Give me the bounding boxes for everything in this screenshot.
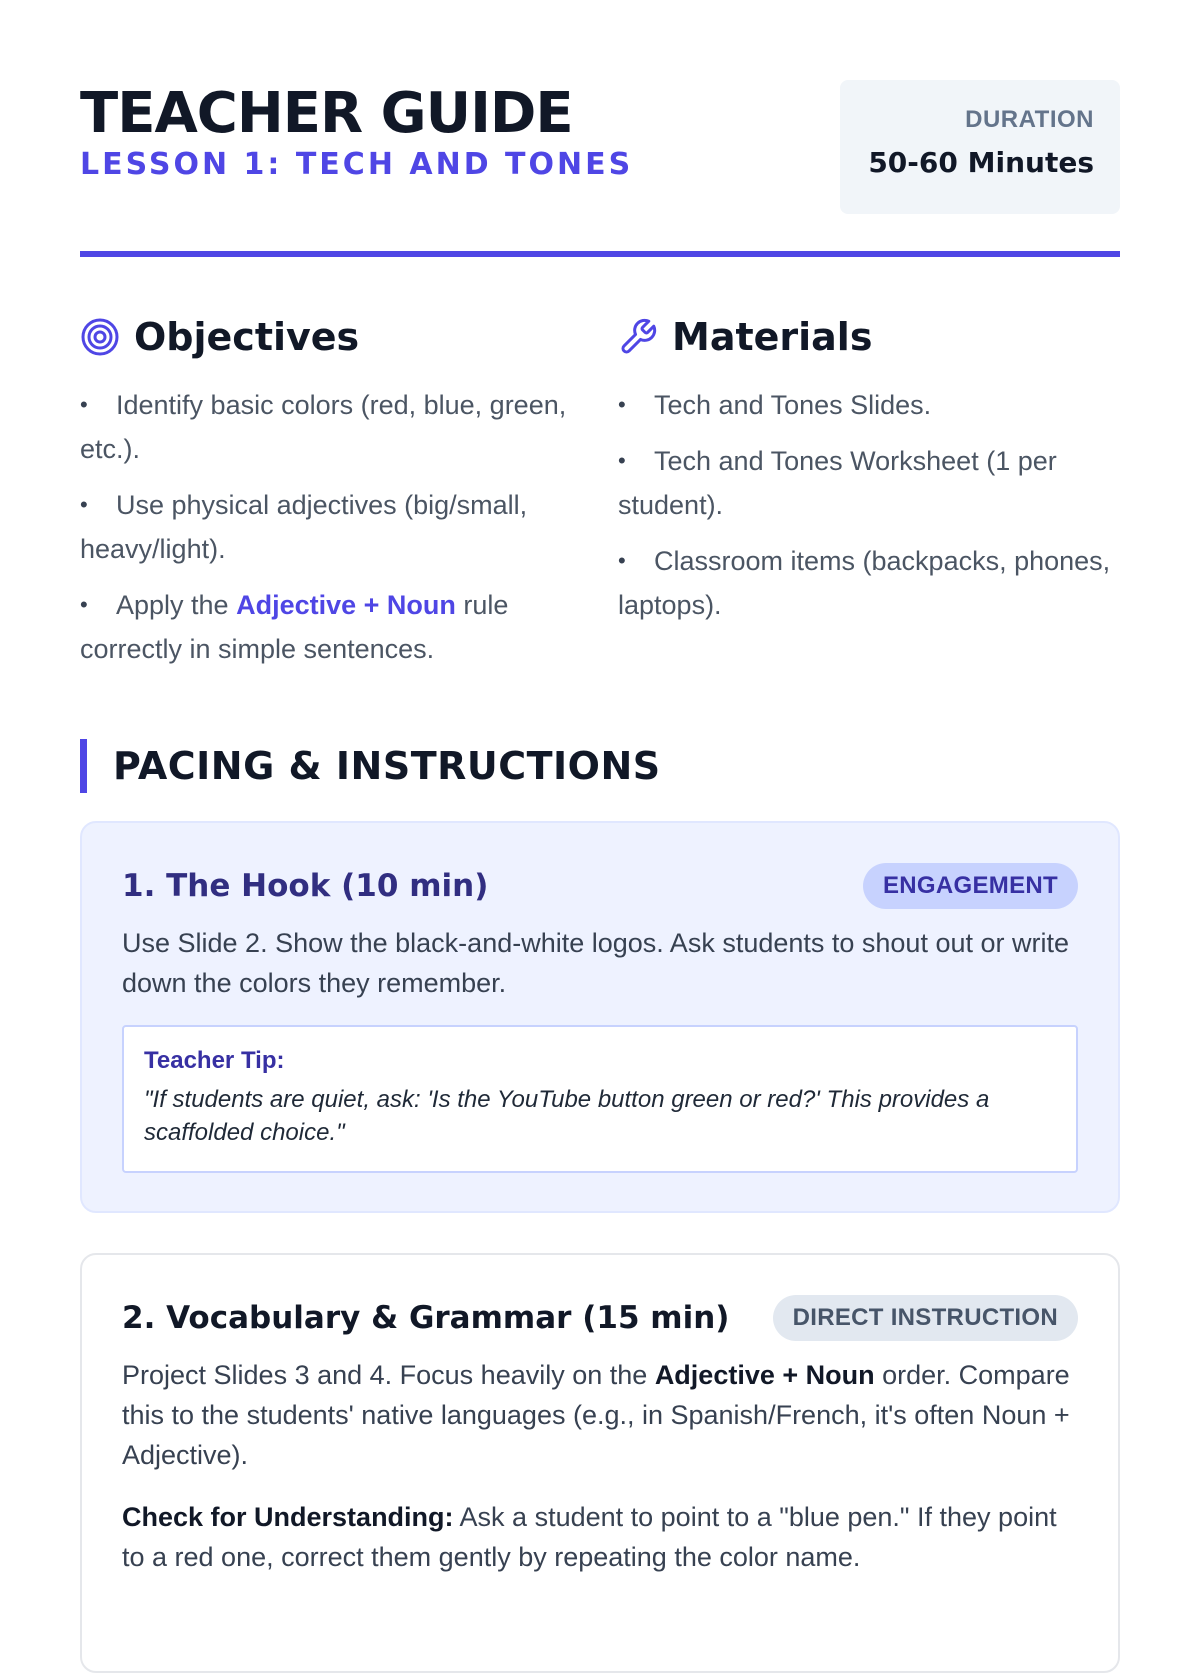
adjective-noun-bold: Adjective + Noun (654, 1360, 875, 1390)
page-header (80, 80, 1120, 248)
objectives-heading: Objectives (134, 315, 360, 359)
duration-label: DURATION (965, 106, 1094, 133)
step-description: Project Slides 3 and 4. Focus heavily on the Adjective + Noun order. Compare this to the students' native languages (e.g., in Spanish/French, it's often Noun + Adjective). (122, 1360, 1070, 1470)
step-title: 2. Vocabulary & Grammar (15 min) (122, 1300, 730, 1336)
list-item: • Identify basic colors (red, blue, green, etc.). (80, 390, 567, 464)
check-label: Check for Understanding: (122, 1502, 454, 1532)
target-icon (80, 317, 120, 357)
section-accent-bar (80, 739, 87, 793)
objectives-materials (80, 309, 1120, 683)
objectives-header (80, 309, 582, 365)
materials-heading: Materials (672, 315, 873, 359)
materials-header (618, 309, 1120, 365)
lesson-subtitle: LESSON 1: TECH AND TONES (80, 147, 634, 182)
teacher-tip-label: Teacher Tip: (144, 1047, 285, 1074)
adjective-noun-highlight: Adjective + Noun (236, 590, 456, 620)
list-item: • Tech and Tones Worksheet (1 per student). (618, 446, 1057, 520)
teacher-tip-box (122, 1025, 1078, 1173)
pacing-heading: PACING & INSTRUCTIONS (113, 744, 661, 788)
materials-list (618, 383, 1120, 627)
materials-section (618, 309, 1120, 683)
engagement-badge: ENGAGEMENT (863, 863, 1078, 909)
direct-instruction-badge: DIRECT INSTRUCTION (773, 1295, 1078, 1341)
pacing-header (80, 739, 1120, 793)
objectives-section (80, 309, 582, 683)
objectives-list (80, 383, 582, 671)
step-title: 1. The Hook (10 min) (122, 868, 489, 904)
step-card-vocabulary (80, 1253, 1120, 1673)
list-item: • Classroom items (backpacks, phones, laptops). (618, 546, 1111, 620)
page-title: TEACHER GUIDE (80, 81, 573, 146)
teacher-tip-text: "If students are quiet, ask: 'Is the YouTube button green or red?' This provides a scaffolded choice." (144, 1086, 990, 1146)
wrench-icon (618, 317, 658, 357)
duration-value: 50-60 Minutes (868, 146, 1094, 179)
list-item: • Tech and Tones Slides. (618, 390, 932, 420)
step-card-hook (80, 821, 1120, 1213)
step-description: Use Slide 2. Show the black-and-white logos. Ask students to shout out or write down the colors they remember. (122, 928, 1070, 998)
check-for-understanding: Check for Understanding: Ask a student to point to a "blue pen." If they point to a red one, correct them gently by repeating the color name. (122, 1502, 1057, 1572)
list-item: • Use physical adjectives (big/small, heavy/light). (80, 490, 528, 564)
list-item: • Apply the Adjective + Noun rule correctly in simple sentences. (80, 590, 509, 664)
header-divider (80, 251, 1120, 257)
duration-box (840, 80, 1120, 214)
